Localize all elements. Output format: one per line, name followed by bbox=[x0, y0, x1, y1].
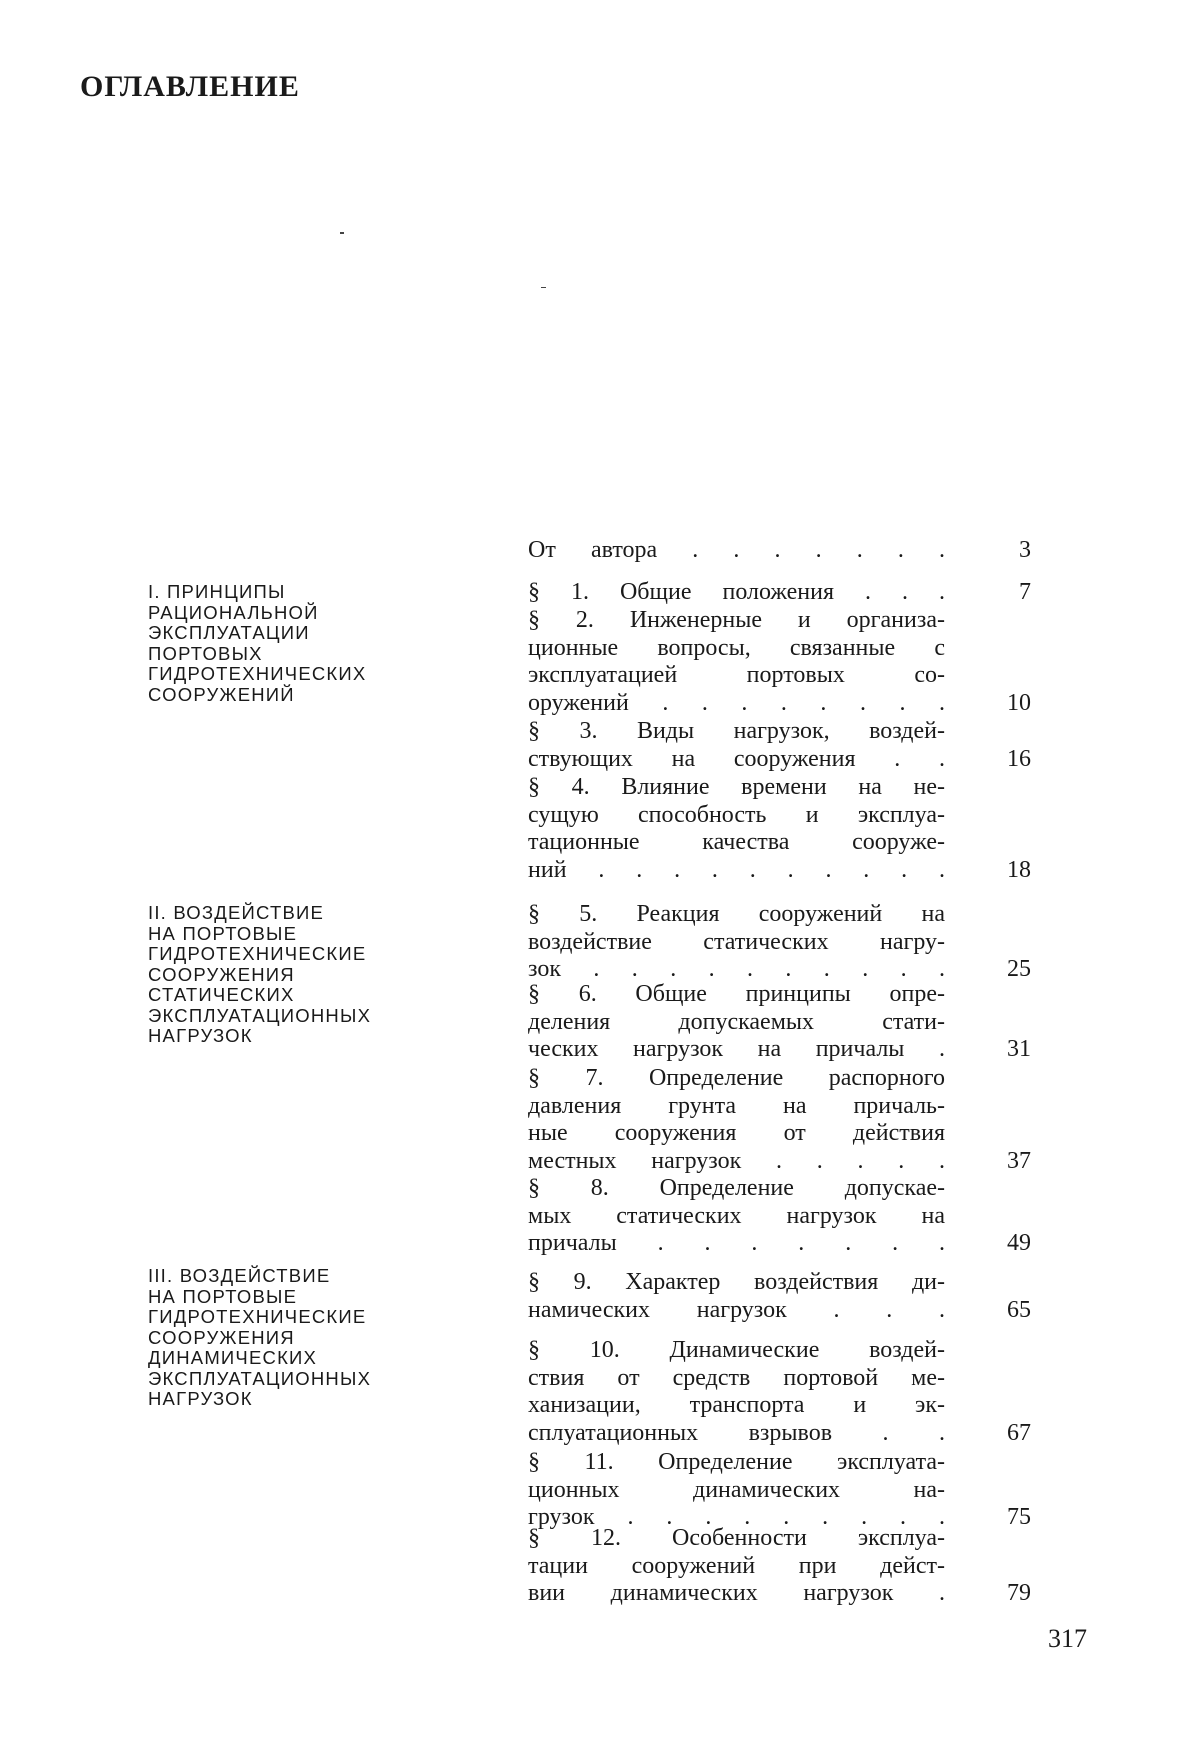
toc-page-number: 65 bbox=[1007, 1296, 1031, 1323]
section-heading-line: НА ПОРТОВЫЕ bbox=[148, 1285, 298, 1307]
section-heading-line: НА ПОРТОВЫЕ bbox=[148, 922, 298, 944]
toc-entry-line: § 1. Общие положения . . . bbox=[528, 579, 945, 605]
toc-entry-line: давления грунта на причаль- bbox=[528, 1092, 945, 1119]
toc-entry-line: ствия от средств портовой ме- bbox=[528, 1364, 945, 1391]
section-heading-line: РАЦИОНАЛЬНОЙ bbox=[148, 601, 319, 623]
section-heading-line: ГИДРОТЕХНИЧЕСКИХ bbox=[148, 663, 367, 684]
toc-page-number: 31 bbox=[1007, 1036, 1031, 1063]
section-heading-line: НАГРУЗОК bbox=[148, 1025, 253, 1046]
toc-entry-line: зок . . . . . . . . . . bbox=[528, 956, 945, 983]
page-number: 317 bbox=[1048, 1624, 1087, 1653]
toc-page-number: 79 bbox=[1007, 1580, 1031, 1607]
toc-entry-line: оружений . . . . . . . . bbox=[528, 690, 945, 717]
print-speck bbox=[541, 287, 546, 288]
toc-entry-line: причалы . . . . . . . bbox=[528, 1230, 945, 1257]
toc-entry-line: сплуатационных взрывов . . bbox=[528, 1420, 945, 1447]
section-heading-line: СООРУЖЕНИЯ bbox=[148, 963, 295, 985]
toc-entry-line: намических нагрузок . . . bbox=[528, 1296, 945, 1323]
toc-entry-line: ционные вопросы, связанные с bbox=[528, 634, 945, 661]
toc-entry-line: грузок . . . . . . . . . bbox=[528, 1504, 945, 1531]
toc-entry-line: деления допускаемых стати- bbox=[528, 1008, 945, 1035]
toc-entry-line: § 11. Определение эксплуата- bbox=[528, 1449, 945, 1475]
toc-entry-line: § 12. Особенности эксплуа- bbox=[528, 1525, 945, 1551]
section-heading-line: СООРУЖЕНИЯ bbox=[148, 1326, 295, 1348]
toc-entry-line: местных нагрузок . . . . . bbox=[528, 1148, 945, 1175]
toc-entry-line: § 2. Инженерные и организа- bbox=[528, 607, 945, 633]
toc-entry-line: ческих нагрузок на причалы . bbox=[528, 1036, 945, 1063]
toc-entry-line: От автора . . . . . . . bbox=[528, 537, 945, 563]
toc-entry-line: § 6. Общие принципы опре- bbox=[528, 981, 945, 1007]
section-heading-line: ЭКСПЛУАТАЦИОННЫХ bbox=[148, 1004, 372, 1026]
section-heading-line: СООРУЖЕНИЙ bbox=[148, 683, 295, 705]
section-heading-line: СТАТИЧЕСКИХ bbox=[148, 984, 295, 1005]
section-heading-line: ГИДРОТЕХНИЧЕСКИЕ bbox=[148, 943, 367, 964]
toc-entry-line: сущую способность и эксплуа- bbox=[528, 801, 945, 828]
toc-entry-line: § 5. Реакция сооружений на bbox=[528, 901, 945, 927]
toc-entry-line: эксплуатацией портовых со- bbox=[528, 662, 945, 689]
toc-page-number: 16 bbox=[1007, 745, 1031, 772]
page-title: ОГЛАВЛЕНИЕ bbox=[80, 70, 300, 103]
toc-page-number: 3 bbox=[1019, 537, 1031, 563]
section-heading-line: ЭКСПЛУАТАЦИОННЫХ bbox=[148, 1367, 372, 1389]
section-heading bbox=[148, 1266, 468, 1410]
toc-entry-line: ционных динамических на- bbox=[528, 1476, 945, 1503]
toc-entry-line: § 10. Динамические воздей- bbox=[528, 1337, 945, 1363]
toc-entry-line: § 7. Определение распорного bbox=[528, 1065, 945, 1091]
toc-entry-line: тации сооружений при дейст- bbox=[528, 1552, 945, 1579]
section-heading-line: III. ВОЗДЕЙСТВИЕ bbox=[148, 1265, 331, 1286]
toc-page-number: 49 bbox=[1007, 1230, 1031, 1257]
toc-entry-line: ний . . . . . . . . . . bbox=[528, 857, 945, 884]
toc-page-number: 18 bbox=[1007, 857, 1031, 884]
toc-entry-line: § 9. Характер воздействия ди- bbox=[528, 1269, 945, 1295]
toc-page-number: 10 bbox=[1007, 690, 1031, 717]
toc-entry-line: тационные качества сооруже- bbox=[528, 829, 945, 856]
toc-page-number: 75 bbox=[1007, 1504, 1031, 1531]
toc-entry-line: § 3. Виды нагрузок, воздей- bbox=[528, 718, 945, 744]
toc-page-number: 67 bbox=[1007, 1420, 1031, 1447]
toc-entry-line: ханизации, транспорта и эк- bbox=[528, 1392, 945, 1419]
section-heading-line: ДИНАМИЧЕСКИХ bbox=[148, 1347, 318, 1368]
section-heading-line: ПОРТОВЫХ bbox=[148, 642, 263, 664]
toc-page-number: 7 bbox=[1019, 579, 1031, 605]
toc-entry-line: § 8. Определение допускае- bbox=[528, 1175, 945, 1201]
toc-page-number: 25 bbox=[1007, 956, 1031, 983]
toc-entry-line: воздействие статических нагру- bbox=[528, 928, 945, 955]
toc-entry-line: § 4. Влияние времени на не- bbox=[528, 774, 945, 800]
toc-entry-line: ные сооружения от действия bbox=[528, 1120, 945, 1147]
toc-entry-line: ствующих на сооружения . . bbox=[528, 745, 945, 772]
toc-entry-line: вии динамических нагрузок . bbox=[528, 1580, 945, 1607]
section-heading-line: ЭКСПЛУАТАЦИИ bbox=[148, 622, 310, 643]
section-heading-line: I. ПРИНЦИПЫ bbox=[148, 581, 286, 602]
section-heading bbox=[148, 903, 468, 1047]
section-heading-line: ГИДРОТЕХНИЧЕСКИЕ bbox=[148, 1306, 367, 1327]
toc-page-number: 37 bbox=[1007, 1148, 1031, 1175]
section-heading bbox=[148, 582, 468, 705]
section-heading-line: НАГРУЗОК bbox=[148, 1388, 253, 1409]
section-heading-line: II. ВОЗДЕЙСТВИЕ bbox=[148, 902, 325, 923]
print-speck bbox=[340, 232, 344, 234]
toc-entry-line: мых статических нагрузок на bbox=[528, 1202, 945, 1229]
